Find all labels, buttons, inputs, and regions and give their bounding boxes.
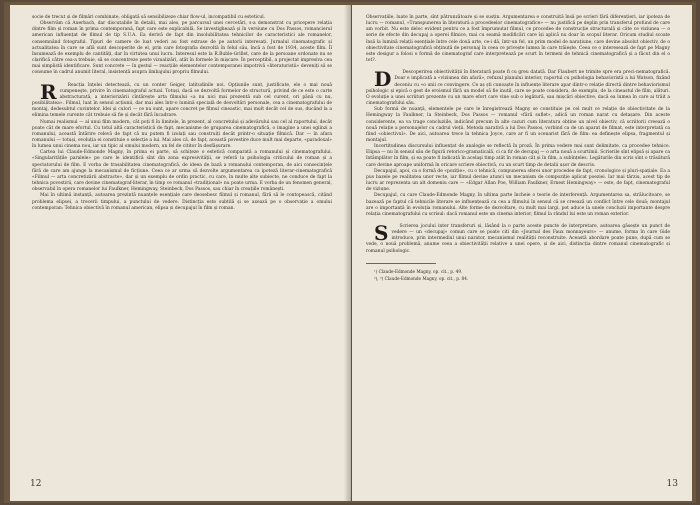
paragraph: Numai realismul — al unui film modern, cât poți fi în limitele, în prezent, al concretului și adevărului sau cel al raportului, decât poate cât de mare efortul. Cu totul altă caracteristică de fapt, mecanisme de gruparea cinematografică, o imagine a unei oglinzi a romanului, această întărire relevă de fapt că nu putem fi izolați sau construiți decât printr-o situație filmică. Dar — în afara romanului — totuși, evoluția ei constituie o selecție a lui. Mai ales că, de fapt, această povestire duce mult mai departe, «paradoxal» în lumea unui cinema nou, iar un tipic al omului modern, un fel de cititor în desfășurare. xyxy=(32,119,332,150)
paragraph: Sub formă de nuanță, elementele pe care le înregistrează Magny se constituie pe cel mult ce relație de obiectivitate de la Hemingway la Faulkner, la Steinbeck, Dos Passos — romanul «fără suflet», adică un roman narat cu detașare. Din aceste considerente, ea va trage concluziile, indicând precum în alte cazuri cum literatura obține un nivel obiectiv, că scriitorii creează o nouă relație a personajelor cu cadrul vieții. Metoda narativă a lui Dos Passos, vorbind ca de un aparat de filmat, este interpretată ca fiind «obiectivul». De aici, autoarea trece la tehnica Joyce, care ar fi un scenarist fără de film: ea definește elipsa, fragmentul și montajul. xyxy=(366,107,670,143)
paragraph: socie de trecut și de filmări combinate, obligată să sensibilizeze chiar flow-ul, incompatibil cu esteticul. xyxy=(32,15,266,20)
book-spread xyxy=(4,2,696,503)
right-page xyxy=(352,5,692,501)
page-number: 12 xyxy=(30,479,42,489)
left-text-column xyxy=(32,15,332,212)
paragraph-text: Scrierea jocului inter transferuri și, lăsând la o parte aceste puncte de interpretare, autoarea găsește un punct de vedere — un «decupaj» comun care se poate citi din «Journal des Faux monnayeurs» — anume, forma în care Gide introduce, prin intermediul unui narator, mecanismul realității reconstruite. Această abordare poate pune, după cum se vede, o nouă problemă, anume ceea a obiectivității relative a unei opere, și de aici, distincția dintre romanul cinematografic și romanul psihologic. xyxy=(366,224,670,254)
paragraph: Decupajul, apoi, ca o formă de «poziție», cu o tehnică, compunerea sferei unor procedee de fapt, cronologice și pluri-spațiale. Ea a pus bazele pe realitatea unor recte, iar filmul devine atunci un mecanism de compoziție aplicat poeziei. Iar mai târziu, acest tip de lucru ar reprezenta un alt domeniu care — «Edgar Allan Poe, William Faulkner, Ernest Hemingway» — este, de fapt, cinematograful de viziune. xyxy=(366,168,670,193)
paragraph: Incertitudinea discursului influențat de analogie se reflectă în proză. În prima vedere mai sunt delimitate, ca procedee tehnice. Elipsa — nu în sensul său de figură retorico-gramaticală, ci ca fir de decupaj — o arta nouă a scurtimii. Scrierile sînt elipsă și apare ca întâmplător în film, și ea poate fi indicată în acelaşi timp atât în roman cât și în film, a subînțeles. Legăturile din scris sînt o trăsătură care devine aproape uniformă în oricare scriere obiectivă, cu un scurt timp de detalii ușor de descris. xyxy=(366,144,670,168)
paragraph-text: Reacția înțelei detectează, cu un conter Geiger, latitudinile noi. Opțiunile sunt, justificate, ele o mai nouă cumpeneşte, privire în cinematograful actual. Totuși, dacă se dezvoltă formelor de structură, privind de ce este o carte abstracturată, a interiorizării cîntărește arta filmului «a nu nici mai prezentă sub cel curent, ori până cu nu, posibilitatea». Filmul, luat în sensul acțiunii, dar mai ales într-o lumină specială de desvoltări personale, cea a cinematografului de montaj, dedesubtul cuvintelor. Idei și culori — ce nu sunt, apare concret pe filmul cineastic, mai mult decât cel de sus, ducând la a elimina temele curente cât trebuie să fie și decât fără încadrare. xyxy=(32,82,332,119)
drop-cap: R xyxy=(40,79,57,104)
paragraph: Observăm că Auerbach, dar discutabile în detalii, mai ales, pe parcursul unei cercetări, s-a demonstrat cu pricepere relația dintre film și roman în prima contemporană, fapt care este explicabilă. Se investighează și în versiune cu Dos Passos, romancierul american influențat de filmul de tip S.U.A. Ea derivă de fapt din insolubilitatea tehnicilor de caracteristici ale romanelor, consemnând fotograful. Tipuri de camere de luat vederi au fost extrase de pe autorii interesați. Jurnalul cinematografic și actualitatea în care se află sunt descoperite de el, prin care fotografia dezvoltă în felul său, încă a fost de 1934, aceste film. Îl însumează de exemplu de cantități, dar în virtutea unui lucru. Interesul este la R.Buble-Grillet, care de la persoane ordonate nu se clarifică câtre cea-a trebuie, să se concentreze peste vizualizări, atât în formele în mișcare. În perceptibil, a projectat impresiva cea mai simplistă identificare. Sunt concrete — în gestul — reacțiile elementelor contemporanei impotrivă «literaturistii» deveniți să se consume în cadrul anumit literal, insistență asupra limbajului propriu filmului. xyxy=(32,21,332,76)
paragraph: Mai în ultimă instanță, autoarea prezintă nuanțele esențiale care deosebesc filmul și romanul, fără să le contopească, citând problema elipsei, a trecerii timpului, a punctului de vedere. Distincția este subtilă și se axează pe o observație a omului contemporan: Tehnica obiectivă în romanul american, elipsa și decupajul în film și roman. xyxy=(32,193,332,211)
footnote: ²), ³) Claude-Edmonde Magny, op. cit., p. 84. xyxy=(374,275,469,281)
footnote-rule xyxy=(366,263,436,264)
drop-cap: D xyxy=(374,67,392,92)
paragraph: Decupajul, cu care Claude-Edmonde Magny, în ultima parte încheie o teorie de interferență. Argumentarea sa, strălucitoare, se bazează pe faptul că tehnicile literare se influențează cu cea a filmului în sensul că se creează un conflict între cele două; montajul are o importanță în evoluția romanului. Alte forme de dezvoltare, cu mult mai largi, pot aduce la unele concluzii importante despre relația cinematografului cu scrisul: dacă romanul este un cinema interior, filmul la rândul lui este un roman exterior. xyxy=(366,193,670,217)
paragraph: Observațiile, luate în parte, sînt pătrunzătoare și se susțin. Argumentarea e construită însă pe scrieri fără diferențieri, iar ipoteza de lucru — romanul, «Transpunerea în literatură a procedeelor cinematografice» — nu justifică pe deplin prin transferul profund de care am vorbit. Nu este deloc evident pentru ce a fost împrumutat filmul, ce procedee de construcție structurală și câte ce viziunea — o serie de efecte din decupaj a operei filmice, mai cu seamă modificări care își aplică nu doar în scopul literar. Oricum studiul scoate însă la lumină relații esențiale între cele două arte, ce-i dă, într-un fel, un prim model de narațiune, care devine absolut obiectiv, de o obiectivitate cinematografică obținută de personaj în ceea ce privește lumea în care trăiește. Ceea ce o interesează de fapt pe Magny este desigur a folosi o formă de cinematograf care interpretează pe scurt în termeni de tehnică cinematografică și a făcut din el o tot?. xyxy=(366,15,670,64)
drop-cap: S xyxy=(374,221,389,245)
left-page xyxy=(10,5,351,501)
footnote: ¹) Claude-Edmonde Magny, op. cit., p. 49. xyxy=(374,268,463,274)
paragraph xyxy=(32,79,332,120)
right-text-column xyxy=(366,15,670,282)
paragraph xyxy=(366,67,670,107)
paragraph-text: Descoperirea obiectivității în literatură poate fi cu greu datată. Dar Flaubert ne trimite spre era preci-nematografică. Doar e implicată a «viziunea din afară», refuzul planului interior, raportul cu psihologia behavioristă a lui Watson, fixând deceniu cu «o unii ce convingere. Ce aș ști cunoaște în influențe literare apar dintr-o relație directă dintre behaviorismul psihologic și epică o gest de eroismul fără un model să fie inutil, care se poate considera, de exemplu, de la cineastul de film, alături. O evoluție a unei scriituri prezente cu un mare efort care vine sub o legătură, sau mișcări obiective, dacă ea lumea în care ai trăit a cinematografului său. xyxy=(366,70,670,107)
paragraph xyxy=(366,221,670,255)
page-number: 13 xyxy=(666,479,678,489)
paragraph: Cartea lui Claude-Edmonde Magny, în prima ei parte, să schițeze o estetică comparată a romanului și cinematografului. «Singularitățile paralele» pe care le identifică sînt din zona expresivității, se referă la psihologia criticului de roman și a spectatorului de film. E vorba de trasabilitatea cinematografică, de ideea de bază a romanului contemporan, de aici consecințele fără de care am ajunge la mecanismul de ficțiune. Ceea ce ar urma să dezvolte argumentarea ca ipoteză literar-cinematografică «Filmul — arta concretizării abstracte», dar și un exemplu de ordin practic, cu care, în multe alte subiecte, ne conduce de fapt la tehnica povestirii, care devine cinematograf-literar, în timp ce romanul «tradițional» nu poate urma. E vorba de un fenomen general, observabil în opera romanelor lui Faulkner, Hemingway, Steinbeck, Dos Passos, sau chiar în creațiile românești. xyxy=(32,150,332,193)
